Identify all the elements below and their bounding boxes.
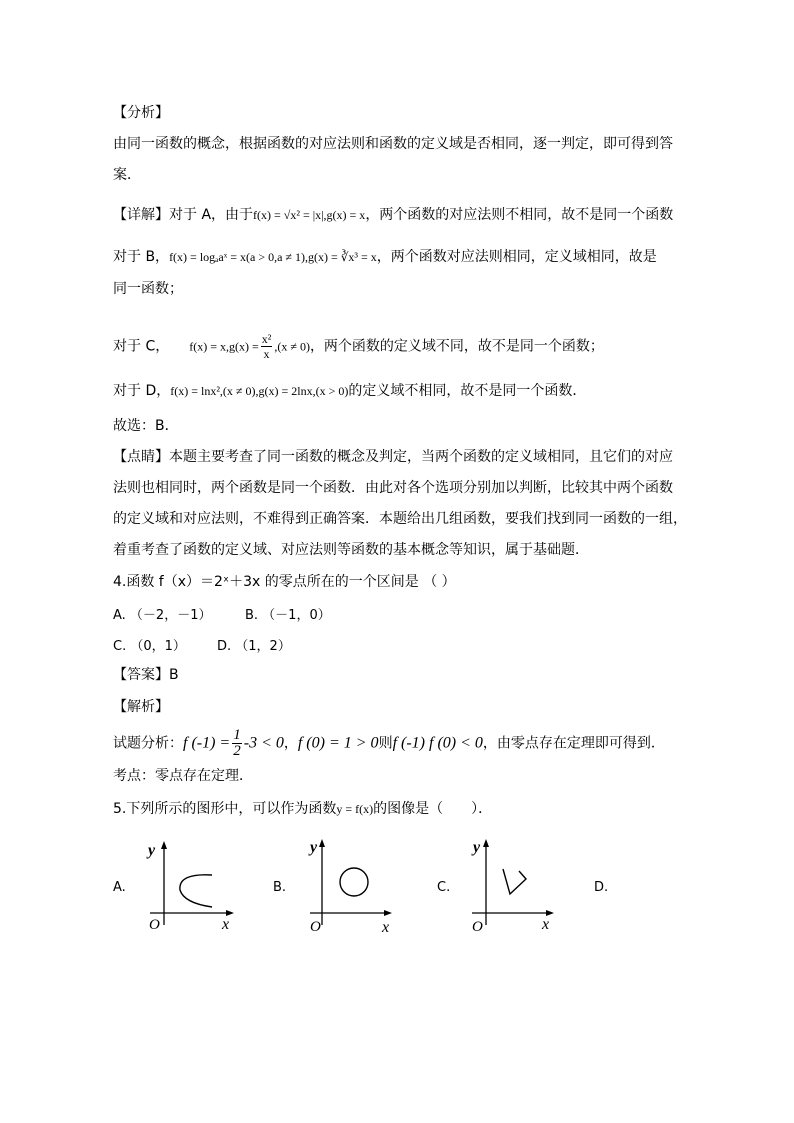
q4-solution-then: 则 (378, 735, 393, 752)
q5-stem-formula: y = f(x) (336, 802, 374, 816)
detail-b (113, 248, 657, 266)
q4-option-a: A. （－2，－1） (113, 608, 212, 623)
comment-line-3: 的定义域和对应法则，不难得到正确答案．本题给出几组函数，要我们找到同一函数的一组， (113, 511, 687, 527)
q4-solution-f2: f (0) = 1 > 0 (297, 734, 379, 752)
detail-a-prefix: 对于 A，由于 (169, 207, 254, 223)
detail-c-formula-a: f(x) = x,g(x) = (189, 339, 259, 354)
comment-text-1: 本题主要考查了同一函数的概念及判定，当两个函数的定义域相同，且它们的对应 (169, 449, 673, 465)
q5-graph-b (300, 835, 405, 940)
detail-d-text: 的定义域不相同，故不是同一个函数． (348, 383, 587, 399)
q4-stem: 4.函数 f（x）＝2ˣ＋3x 的零点所在的一个区间是 （ ） (113, 574, 456, 590)
q5-graph-c-x-label: x (542, 916, 550, 933)
q4-point: 考点：零点存在定理． (113, 768, 253, 784)
detail-a-formula: f(x) = √x² = |x|,g(x) = x (253, 208, 366, 222)
detail-d-formula: f(x) = lnx²,(x ≠ 0),g(x) = 2lnx,(x > 0) (170, 384, 349, 398)
q5-graph-b-x-label: x (382, 919, 390, 936)
detail-c-fraction (261, 332, 273, 361)
detail-a (113, 206, 673, 224)
q5-graph-a (140, 835, 245, 935)
q5-label-c: C. (437, 880, 451, 895)
q4-option-c: C. （0，1） (113, 639, 186, 654)
q5-graph-c-y-label: y (473, 839, 481, 856)
q5-label-a: A. (113, 880, 126, 895)
q5-stem (113, 800, 492, 818)
comment-line-4: 着重考查了函数的定义域、对应法则等函数的基本概念等知识，属于基础题． (113, 542, 589, 558)
detail-d-prefix: 对于 D， (113, 383, 171, 399)
q4-solution-end: ，由零点存在定理即可得到． (482, 735, 665, 752)
comment-heading: 【点睛】 (113, 449, 169, 465)
detail-b-formula: f(x) = logₐaˣ = x(a > 0,a ≠ 1),g(x) = ∛x³ = x (169, 250, 377, 264)
q4-analysis-heading: 【解析】 (113, 699, 169, 715)
detail-choice: 故选：B． (113, 418, 179, 434)
detail-heading: 【详解】 (113, 207, 169, 223)
q4-solution (113, 728, 665, 759)
q5-graph-a-origin: O (149, 917, 160, 933)
comment-line-2: 法则也相同时，两个函数是同一个函数．由此对各个选项分别加以判断，比较其中两个函数 (113, 480, 673, 496)
detail-c-formula-b: ,(x ≠ 0) (274, 339, 310, 354)
q4-solution-numerator: 1 (233, 727, 241, 743)
q5-graph-b-circle (340, 868, 368, 896)
q4-option-b: B. （－1，0） (245, 608, 331, 623)
comment-line-1 (113, 448, 673, 466)
q5-graph-b-x-arrow (384, 910, 392, 916)
q5-graph-c-origin: O (472, 919, 483, 935)
detail-d (113, 382, 586, 400)
q5-graph-a-curve (180, 875, 212, 907)
q4-solution-denominator: 2 (233, 743, 241, 759)
analysis-heading: 【分析】 (113, 105, 169, 121)
detail-c-prefix: 对于 C， (113, 338, 170, 355)
q5-graph-b-y-arrow (319, 839, 325, 847)
q4-solution-f3: f (-1) f (0) < 0 (392, 734, 483, 752)
q5-graph-a-x-label: x (222, 916, 230, 933)
q5-graph-b-y-label: y (310, 839, 318, 856)
q4-solution-fraction (232, 728, 242, 759)
q5-graph-c-y-arrow (483, 839, 489, 847)
q4-solution-prefix: 试题分析： (113, 735, 183, 752)
q5-label-d: D. (594, 880, 609, 895)
detail-c-denominator: x (263, 347, 270, 361)
q5-graph-a-y-label: y (148, 842, 156, 859)
analysis-line-2: 案． (113, 167, 141, 183)
q4-solution-f1: f (-1) = (183, 734, 231, 752)
detail-b-prefix: 对于 B， (113, 249, 170, 265)
q5-graph-a-y-arrow (161, 841, 167, 849)
detail-b-line-2: 同一函数； (113, 281, 183, 297)
detail-b-text: ，两个函数对应法则相同，定义域相同，故是 (376, 249, 657, 265)
q5-stem-a: 5.下列所示的图形中，可以作为函数 (113, 801, 337, 817)
q4-option-d: D. （1，2） (217, 639, 291, 654)
detail-c (113, 332, 604, 361)
q4-solution-f1b: -3 < 0 (243, 734, 284, 752)
analysis-line-1: 由同一函数的概念，根据函数的对应法则和函数的定义域是否相同，逐一判定，即可得到答 (113, 136, 673, 152)
q5-graph-c-zigzag (503, 869, 526, 894)
detail-c-text: ，两个函数的定义域不同，故不是同一个函数； (309, 338, 604, 355)
detail-c-numerator: x² (261, 332, 272, 346)
q5-label-b: B. (273, 880, 287, 895)
q4-solution-separator: ， (283, 735, 298, 752)
q5-graph-c (462, 835, 567, 940)
q4-answer: 【答案】B (113, 667, 179, 683)
q5-stem-b: 的图像是（ ）． (373, 801, 493, 817)
q5-graph-b-origin: O (310, 919, 321, 935)
detail-a-text: ，两个函数的对应法则不相同，故不是同一个函数 (365, 207, 674, 223)
